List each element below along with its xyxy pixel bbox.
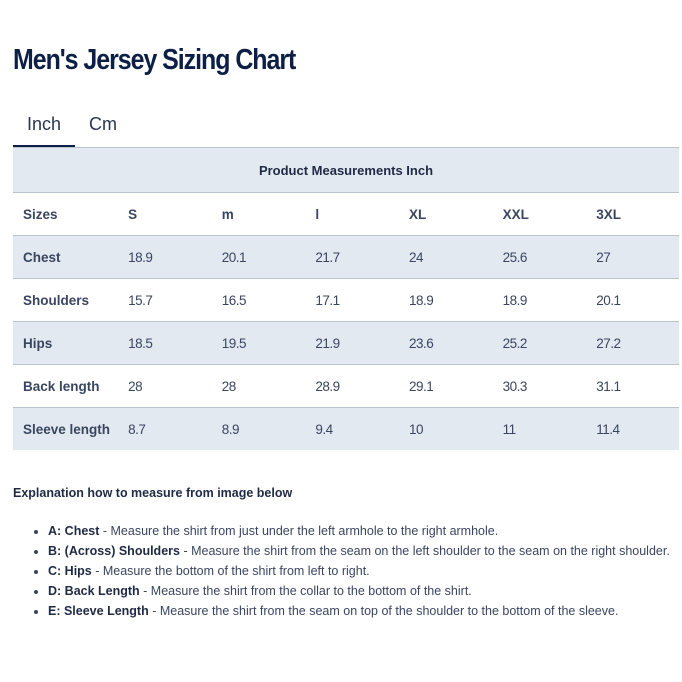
measure-term: C: Hips — [48, 564, 92, 578]
table-cell: 17.1 — [304, 279, 398, 322]
table-row — [13, 236, 679, 279]
table-cell: 25.2 — [492, 322, 586, 365]
measure-term: E: Sleeve Length — [48, 604, 149, 618]
row-label: Hips — [13, 322, 117, 365]
table-cell: 23.6 — [398, 322, 492, 365]
column-header: XXL — [492, 193, 586, 236]
table-cell: 11.4 — [585, 408, 679, 451]
list-item — [48, 521, 682, 541]
list-item — [48, 601, 682, 621]
measure-term: A: Chest — [48, 524, 100, 538]
table-cell: 11 — [492, 408, 586, 451]
table-cell: 27.2 — [585, 322, 679, 365]
table-cell: 25.6 — [492, 236, 586, 279]
table-cell: 18.5 — [117, 322, 211, 365]
table-cell: 30.3 — [492, 365, 586, 408]
table-cell: 8.7 — [117, 408, 211, 451]
column-header: l — [304, 193, 398, 236]
table-cell: 24 — [398, 236, 492, 279]
measure-text: - Measure the shirt from the seam on top of the shoulder to the bottom of the sleeve. — [148, 604, 619, 618]
table-cell: 20.1 — [211, 236, 305, 279]
row-label: Back length — [13, 365, 117, 408]
row-label: Chest — [13, 236, 117, 279]
table-cell: 28 — [117, 365, 211, 408]
measure-text: - Measure the shirt from the collar to the bottom of the shirt. — [139, 584, 472, 598]
table-cell: 9.4 — [304, 408, 398, 451]
explanation-heading: Explanation how to measure from image below — [13, 486, 293, 500]
table-cell: 21.7 — [304, 236, 398, 279]
table-cell: 8.9 — [211, 408, 305, 451]
list-item — [48, 541, 682, 561]
table-cell: 18.9 — [492, 279, 586, 322]
column-header: XL — [398, 193, 492, 236]
table-cell: 28.9 — [304, 365, 398, 408]
list-item — [48, 581, 682, 601]
tab-inch[interactable]: Inch — [13, 110, 75, 147]
measurement-list — [13, 521, 682, 621]
table-cell: 20.1 — [585, 279, 679, 322]
table-cell: 28 — [211, 365, 305, 408]
table-caption: Product Measurements Inch — [13, 148, 679, 193]
column-header: Sizes — [13, 193, 117, 236]
table-cell: 29.1 — [398, 365, 492, 408]
row-label: Shoulders — [13, 279, 117, 322]
tab-cm[interactable]: Cm — [89, 114, 117, 134]
measure-term: D: Back Length — [48, 584, 140, 598]
table-row — [13, 322, 679, 365]
table-cell: 27 — [585, 236, 679, 279]
measure-text: - Measure the bottom of the shirt from left to right. — [91, 564, 370, 578]
measure-text: - Measure the shirt from just under the left armhole to the right armhole. — [99, 524, 499, 538]
table-cell: 31.1 — [585, 365, 679, 408]
table-row — [13, 279, 679, 322]
table-cell: 18.9 — [398, 279, 492, 322]
table-cell: 19.5 — [211, 322, 305, 365]
column-header: S — [117, 193, 211, 236]
page-title: Men's Jersey Sizing Chart — [13, 44, 296, 76]
table-cell: 15.7 — [117, 279, 211, 322]
column-header: m — [211, 193, 305, 236]
table-cell: 16.5 — [211, 279, 305, 322]
list-item — [48, 561, 682, 581]
measure-text: - Measure the shirt from the seam on the left shoulder to the seam on the right shoulder. — [179, 544, 670, 558]
table-row — [13, 365, 679, 408]
column-header: 3XL — [585, 193, 679, 236]
measure-term: B: (Across) Shoulders — [48, 544, 180, 558]
table-cell: 10 — [398, 408, 492, 451]
sizing-table — [13, 147, 679, 450]
header-row — [13, 193, 679, 236]
table-cell: 18.9 — [117, 236, 211, 279]
row-label: Sleeve length — [13, 408, 117, 451]
table-cell: 21.9 — [304, 322, 398, 365]
unit-tabs — [13, 110, 679, 146]
table-row — [13, 408, 679, 451]
